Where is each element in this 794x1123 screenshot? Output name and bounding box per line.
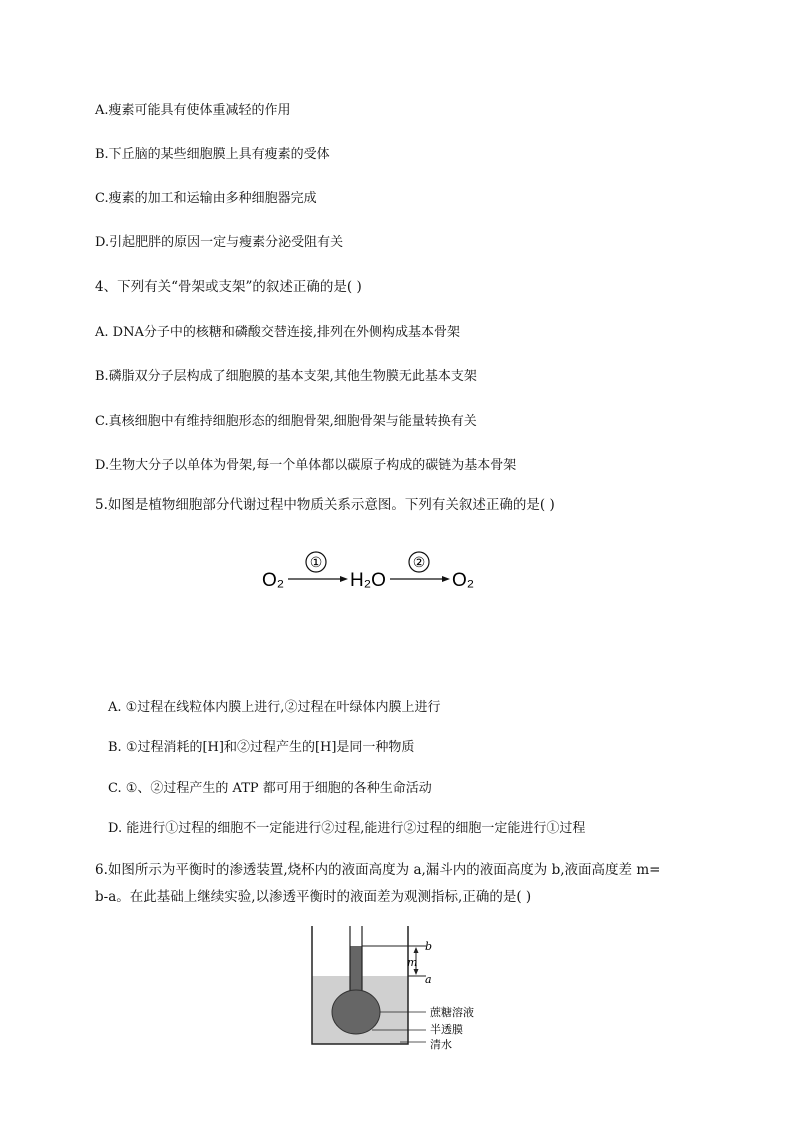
label-clear-water: 清水 — [430, 1038, 452, 1051]
arrow2-head — [442, 576, 450, 582]
q5-option-b: B. ①过程消耗的[H]和②过程产生的[H]是同一种物质 — [108, 740, 415, 755]
label-b: b — [425, 940, 433, 953]
diagram-right-o2: O₂ — [452, 570, 475, 591]
label-a: a — [425, 973, 432, 986]
label-m: m — [407, 956, 418, 969]
label-semipermeable-membrane: 半透膜 — [430, 1023, 463, 1036]
q3-option-d: D.引起肥胖的原因一定与瘦素分泌受阻有关 — [95, 235, 344, 250]
q6-stem-line2: b-a。在此基础上继续实验,以渗透平衡时的液面差为观测指标,正确的是( ) — [95, 889, 532, 905]
diagram-middle-h2o: H₂O — [350, 570, 386, 591]
reaction-diagram — [262, 548, 492, 592]
q4-option-d: D.生物大分子以单体为骨架,每一个单体都以碳原子构成的碳链为基本骨架 — [95, 458, 517, 473]
label-sucrose-solution: 蔗糖溶液 — [430, 1006, 474, 1019]
dimension-m-arrow-down — [414, 969, 419, 975]
arrow2-label: ② — [412, 554, 426, 570]
diagram-left-o2: O₂ — [262, 570, 285, 591]
q5-option-d: D. 能进行①过程的细胞不一定能进行②过程,能进行②过程的细胞一定能进行①过程 — [108, 821, 586, 836]
arrow1-label: ① — [309, 554, 323, 570]
osmosis-apparatus-figure — [290, 926, 510, 1056]
q4-option-b: B.磷脂双分子层构成了细胞膜的基本支架,其他生物膜无此基本支架 — [95, 369, 477, 384]
dimension-m-arrow-up — [414, 947, 419, 953]
q4-option-a: A. DNA分子中的核糖和磷酸交替连接,排列在外侧构成基本骨架 — [95, 325, 460, 340]
funnel-tube-solution — [350, 946, 362, 996]
q3-option-b: B.下丘脑的某些细胞膜上具有瘦素的受体 — [95, 147, 330, 162]
q6-stem-line1: 6.如图所示为平衡时的渗透装置,烧杯内的液面高度为 a,漏斗内的液面高度为 b,液面高度差 m= — [95, 862, 661, 878]
q5-option-a: A. ①过程在线粒体内膜上进行,②过程在叶绿体内膜上进行 — [108, 700, 441, 715]
arrow1-head — [340, 576, 348, 582]
funnel-bulb — [332, 990, 380, 1034]
q3-option-c: C.瘦素的加工和运输由多种细胞器完成 — [95, 191, 317, 206]
q4-option-c: C.真核细胞中有维持细胞形态的细胞骨架,细胞骨架与能量转换有关 — [95, 414, 477, 429]
q5-option-c: C. ①、②过程产生的 ATP 都可用于细胞的各种生命活动 — [108, 781, 432, 796]
q4-stem: 4、下列有关“骨架或支架”的叙述正确的是( ) — [95, 279, 362, 295]
q3-option-a: A.瘦素可能具有使体重减轻的作用 — [95, 103, 291, 118]
q5-stem: 5.如图是植物细胞部分代谢过程中物质关系示意图。下列有关叙述正确的是( ) — [95, 497, 555, 513]
